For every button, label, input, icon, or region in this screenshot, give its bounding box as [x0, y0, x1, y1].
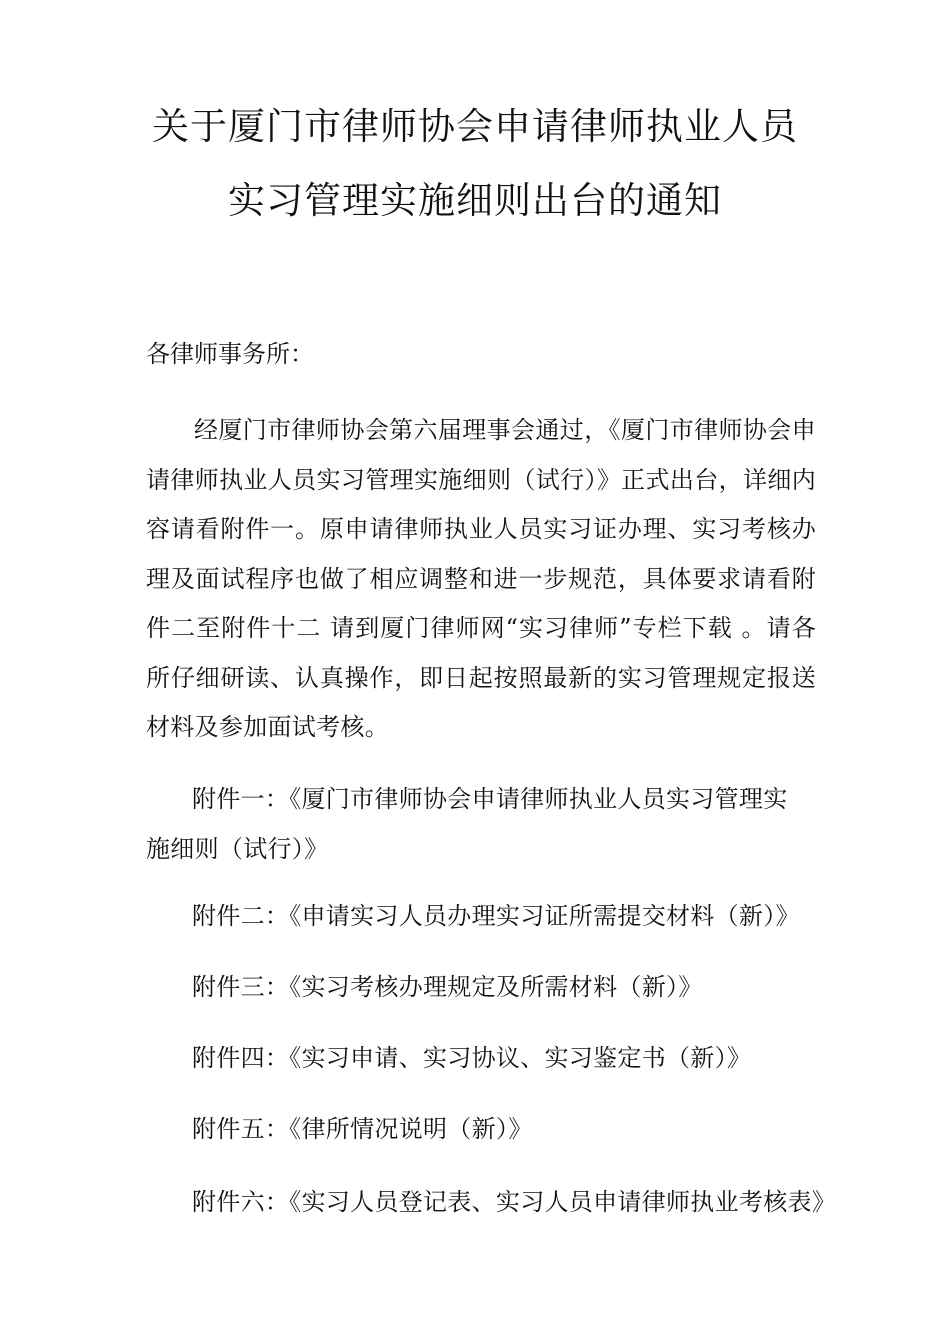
salutation: 各律师事务所：: [146, 340, 314, 368]
document-title-line-2: 实习管理实施细则出台的通知: [228, 179, 722, 222]
attachment-3: 附件三：《实习考核办理规定及所需材料（新）》: [192, 973, 703, 1001]
attachment-1: 附件一：《厦门市律师协会申请律师执业人员实习管理实施细则（试行）》: [146, 785, 788, 863]
body-paragraph: 经厦门市律师协会第六届理事会通过，《厦门市律师协会申请律师执业人员实习管理实施细则（试行）》正式出台，详细内容请看附件一。原申请律师执业人员实习证办理、实习考核办理及面试程序也做了相应调整和进一步规范，具体要求请看附件二至附件十二 请到厦门律师网“实习律师”专栏下载 。请各所仔细研读、认真操作，即日起按照最新的实习管理规定报送材料及参加面试考核。: [146, 416, 816, 741]
attachment-4: 附件四：《实习申请、实习协议、实习鉴定书（新）》: [192, 1044, 752, 1072]
document-title-line-1: 关于厦门市律师协会申请律师执业人员: [152, 105, 798, 148]
attachment-2: 附件二：《申请实习人员办理实习证所需提交材料（新）》: [192, 902, 800, 930]
attachment-5: 附件五：《律所情况说明（新）》: [192, 1115, 533, 1143]
attachment-6: 附件六：《实习人员登记表、实习人员申请律师执业考核表》: [192, 1188, 837, 1216]
